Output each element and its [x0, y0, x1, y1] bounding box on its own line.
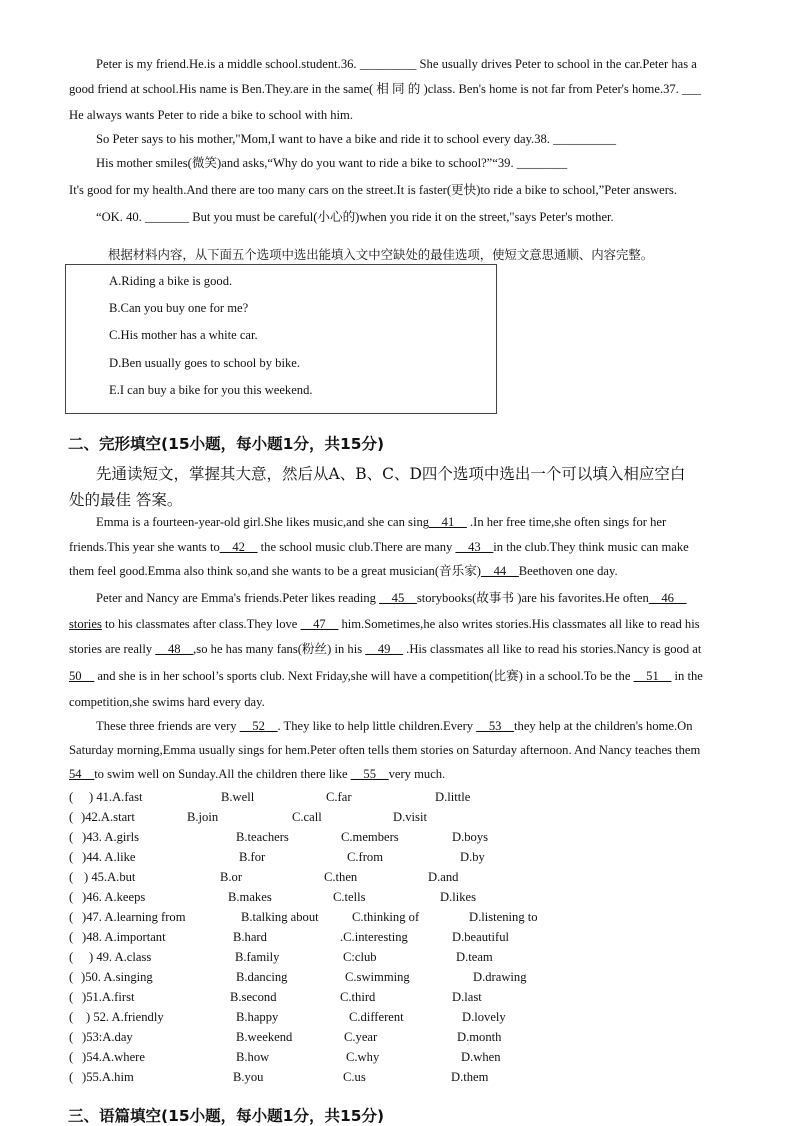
blank: __43__ — [455, 540, 494, 554]
cloze-line: competition,she swims hard every day. — [69, 695, 265, 709]
option-b: B.hard — [233, 930, 267, 944]
question-row — [69, 1070, 769, 1088]
task-instruction: 根据材料内容，从下面五个选项中选出能填入文中空缺处的最佳选项，使短文意思通顺、内容完整。 — [108, 247, 654, 262]
blank: __53__ — [476, 719, 515, 733]
question-number-option-a: ) 45.A.but — [84, 870, 136, 884]
answer-bracket[interactable]: ( — [69, 830, 74, 844]
option-c: C.call — [292, 810, 322, 824]
option-b: B.you — [233, 1070, 264, 1084]
cloze-line: Peter and Nancy are Emma's friends.Peter likes reading __45__storybooks(故事书 )are his favorites.He often__46__ — [96, 591, 687, 605]
option-c: C.us — [343, 1070, 366, 1084]
question-row — [69, 810, 769, 828]
answer-bracket[interactable]: ( — [69, 870, 74, 884]
question-row — [69, 850, 769, 868]
answer-bracket[interactable]: ( — [69, 1010, 74, 1024]
option-b: B.second — [230, 990, 277, 1004]
answer-bracket[interactable]: ( — [69, 970, 74, 984]
option-c: C.thinking of — [352, 910, 420, 924]
question-row — [69, 1030, 769, 1048]
question-row — [69, 990, 769, 1008]
option-d: D.visit — [393, 810, 427, 824]
passage-line: “OK. 40. _______ But you must be careful(小心的)when you ride it on the street,"says Peter's mother. — [96, 210, 614, 224]
question-row — [69, 890, 769, 908]
question-number-option-a: ) 52. A.friendly — [86, 1010, 164, 1024]
answer-bracket[interactable]: ( — [69, 1030, 74, 1044]
blank: __45__ — [379, 591, 417, 605]
question-row — [69, 970, 769, 988]
section-title: 三、语篇填空(15小题，每小题1分，共15分) — [68, 1107, 385, 1125]
cloze-line: 50__ and she is in her school’s sports club. Next Friday,she will have a competition(比赛) in a school.To be the __51__ in the — [69, 669, 703, 683]
answer-bracket[interactable]: ( — [69, 790, 74, 804]
blank: __47__ — [300, 617, 339, 631]
option-c: C.tells — [333, 890, 366, 904]
option-d: D.and — [428, 870, 459, 884]
option-c: C.year — [344, 1030, 378, 1044]
question-row — [69, 950, 769, 968]
answer-bracket[interactable]: ( — [69, 910, 74, 924]
option-c: C.then — [324, 870, 358, 884]
option-d: D.lovely — [462, 1010, 506, 1024]
question-number-option-a: ) 41.A.fast — [89, 790, 143, 804]
section-instruction: 先通读短文，掌握其大意，然后从A、B、C、D四个选项中选出一个可以填入相应空白 — [96, 465, 686, 483]
answer-bracket[interactable]: ( — [69, 990, 74, 1004]
option-d: D.listening to — [469, 910, 538, 924]
option-c: C.why — [346, 1050, 380, 1064]
question-number-option-a: )53:A.day — [82, 1030, 133, 1044]
passage-line: It's good for my health.And there are too many cars on the street.It is faster(更快)to ride a bike to school,”Peter answers. — [69, 183, 677, 197]
question-row — [69, 1050, 769, 1068]
option-c: C.far — [326, 790, 352, 804]
option-d: D.drawing — [473, 970, 527, 984]
answer-bracket[interactable]: ( — [69, 1070, 74, 1084]
passage-line: good friend at school.His name is Ben.They.are in the same( 相 同 的 )class. Ben's home is not far from Peter's home.37. ___ — [69, 82, 701, 96]
option-e: E.I can buy a bike for you this weekend. — [109, 383, 313, 397]
options-box — [65, 264, 497, 414]
option-c: C.His mother has a white car. — [109, 328, 258, 342]
question-row — [69, 830, 769, 848]
cloze-line: These three friends are very __52__. They like to help little children.Every __53__they help at the children's home.On — [96, 719, 693, 733]
option-b: B.well — [221, 790, 255, 804]
passage-line: Peter is my friend.He.is a middle school.student.36. _________ She usually drives Peter to school in the car.Peter has a — [96, 57, 697, 71]
blank: __52__ — [239, 719, 278, 733]
option-d: D.little — [435, 790, 471, 804]
question-number-option-a: )55.A.him — [82, 1070, 134, 1084]
blank: __48__ — [155, 642, 194, 656]
option-d: D.last — [452, 990, 482, 1004]
question-row — [69, 910, 769, 928]
question-row — [69, 1010, 769, 1028]
option-b: B.weekend — [236, 1030, 293, 1044]
question-row — [69, 790, 769, 808]
blank: __55__ — [350, 767, 389, 781]
blank: __44__ — [481, 564, 519, 578]
question-number-option-a: )51.A.first — [82, 990, 135, 1004]
option-d: D.beautiful — [452, 930, 510, 944]
option-b: B.teachers — [236, 830, 289, 844]
option-c: C.swimming — [345, 970, 410, 984]
option-b: B.join — [187, 810, 219, 824]
option-d: D.likes — [440, 890, 477, 904]
blank: __41__ — [429, 515, 467, 529]
question-number-option-a: )50. A.singing — [81, 970, 153, 984]
option-b: B.how — [236, 1050, 270, 1064]
blank: __49__ — [365, 642, 404, 656]
cloze-line: Emma is a fourteen-year-old girl.She likes music,and she can sing__41__ .In her free time,she often sings for her — [96, 515, 667, 529]
option-d: D.Ben usually goes to school by bike. — [109, 356, 300, 370]
answer-bracket[interactable]: ( — [69, 850, 74, 864]
option-b: B.happy — [236, 1010, 279, 1024]
blank: __42__ — [219, 540, 258, 554]
answer-bracket[interactable]: ( — [69, 950, 74, 964]
option-c: .C.interesting — [340, 930, 408, 944]
blank: 50__ — [69, 669, 95, 683]
option-d: D.when — [461, 1050, 501, 1064]
cloze-line: friends.This year she wants to__42__ the school music club.There are many __43__in the club.They think music can make — [69, 540, 689, 554]
option-d: D.team — [456, 950, 493, 964]
cloze-line: 54__to swim well on Sunday.All the children there like __55__very much. — [69, 767, 446, 781]
option-a: A.Riding a bike is good. — [109, 274, 233, 288]
option-b: B.or — [220, 870, 243, 884]
question-number-option-a: )47. A.learning from — [82, 910, 186, 924]
question-number-option-a: ) 49. A.class — [89, 950, 152, 964]
passage-line: His mother smiles(微笑)and asks,“Why do you want to ride a bike to school?”“39. ________ — [96, 156, 568, 170]
cloze-line: them feel good.Emma also think so,and she wants to be a great musician(音乐家)__44__Beethoven one day. — [69, 564, 618, 578]
section-instruction: 处的最佳 答案。 — [69, 491, 183, 509]
question-number-option-a: )44. A.like — [82, 850, 136, 864]
question-number-option-a: )46. A.keeps — [82, 890, 146, 904]
option-c: C.different — [349, 1010, 404, 1024]
blank: __46__ — [648, 591, 687, 605]
option-c: C.members — [341, 830, 399, 844]
question-row — [69, 870, 769, 888]
section-title: 二、完形填空(15小题，每小题1分，共15分) — [68, 435, 385, 453]
option-b: B.dancing — [236, 970, 288, 984]
option-b: B.family — [235, 950, 280, 964]
option-b: B.for — [239, 850, 266, 864]
option-d: D.by — [460, 850, 485, 864]
question-number-option-a: )54.A.where — [82, 1050, 145, 1064]
cloze-line: stories are really __48__,so he has many fans(粉丝) in his __49__ .His classmates all like to read his stories.Nancy is good at — [69, 642, 702, 656]
option-d: D.month — [457, 1030, 502, 1044]
question-number-option-a: )43. A.girls — [82, 830, 140, 844]
answer-bracket[interactable]: ( — [69, 930, 74, 944]
answer-bracket[interactable]: ( — [69, 810, 74, 824]
passage-line: He always wants Peter to ride a bike to school with him. — [69, 108, 353, 122]
question-row — [69, 930, 769, 948]
passage-line: So Peter says to his mother,"Mom,I want to have a bike and ride it to school every day.38. __________ — [96, 132, 617, 146]
option-b: B.makes — [228, 890, 272, 904]
option-c: C.third — [340, 990, 376, 1004]
blank: 54__ — [69, 767, 95, 781]
blank: __51__ — [633, 669, 672, 683]
cloze-line: Saturday morning,Emma usually sings for hem.Peter often tells them stories on Saturday afternoon. And Nancy teaches them — [69, 743, 701, 757]
question-number-option-a: )48. A.important — [82, 930, 166, 944]
answer-bracket[interactable]: ( — [69, 890, 74, 904]
option-b: B.Can you buy one for me? — [109, 301, 249, 315]
option-d: D.them — [451, 1070, 489, 1084]
option-c: C.from — [347, 850, 384, 864]
option-c: C:club — [343, 950, 377, 964]
cloze-line: stories to his classmates after class.They love __47__ him.Sometimes,he also writes stories.His classmates all like to read his — [69, 617, 700, 631]
question-number-option-a: )42.A.start — [81, 810, 135, 824]
option-b: B.talking about — [241, 910, 319, 924]
option-d: D.boys — [452, 830, 489, 844]
answer-bracket[interactable]: ( — [69, 1050, 74, 1064]
